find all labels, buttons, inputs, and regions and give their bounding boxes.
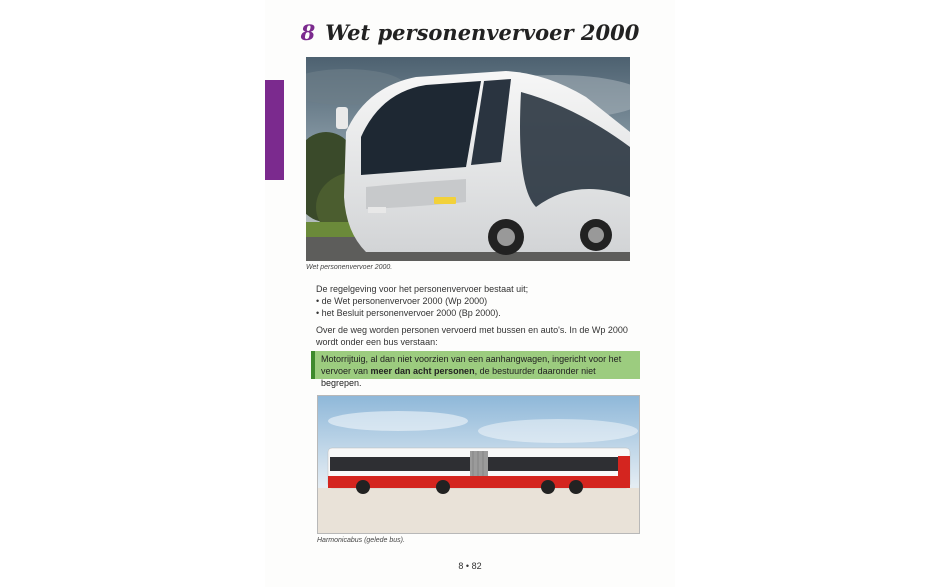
coach-photo xyxy=(306,57,630,261)
chapter-title: Wet personenvervoer 2000 xyxy=(325,20,640,45)
definition-bold: meer dan acht personen xyxy=(370,366,475,376)
chapter-tab-marker xyxy=(265,80,284,180)
photo2-caption: Harmonicabus (gelede bus). xyxy=(317,537,405,544)
definition-box xyxy=(311,351,640,388)
articulated-bus-photo xyxy=(317,395,640,534)
photo1-caption: Wet personenvervoer 2000. xyxy=(306,264,393,271)
intro-lead: De regelgeving voor het personenvervoer bestaat uit; xyxy=(316,284,529,294)
intro-paragraph xyxy=(316,283,636,319)
page-number: 8 • 82 xyxy=(458,561,482,571)
definition-text-start: Motorrijtuig, al dan niet voorzien van een aanhangwagen, ingericht voor het vervoer van xyxy=(321,354,622,376)
list-item: • het Besluit personenvervoer 2000 (Bp 2000). xyxy=(316,307,636,319)
chapter-number: 8 xyxy=(300,20,316,45)
regulation-list xyxy=(316,295,636,319)
bus-definition-intro: Over de weg worden personen vervoerd met bussen en auto's. In de Wp 2000 wordt onder een bus verstaan: xyxy=(316,325,628,347)
chapter-heading xyxy=(0,20,940,45)
definition-text-end: , de bestuurder daaronder niet begrepen. xyxy=(321,366,596,388)
list-item: • de Wet personenvervoer 2000 (Wp 2000) xyxy=(316,295,636,307)
